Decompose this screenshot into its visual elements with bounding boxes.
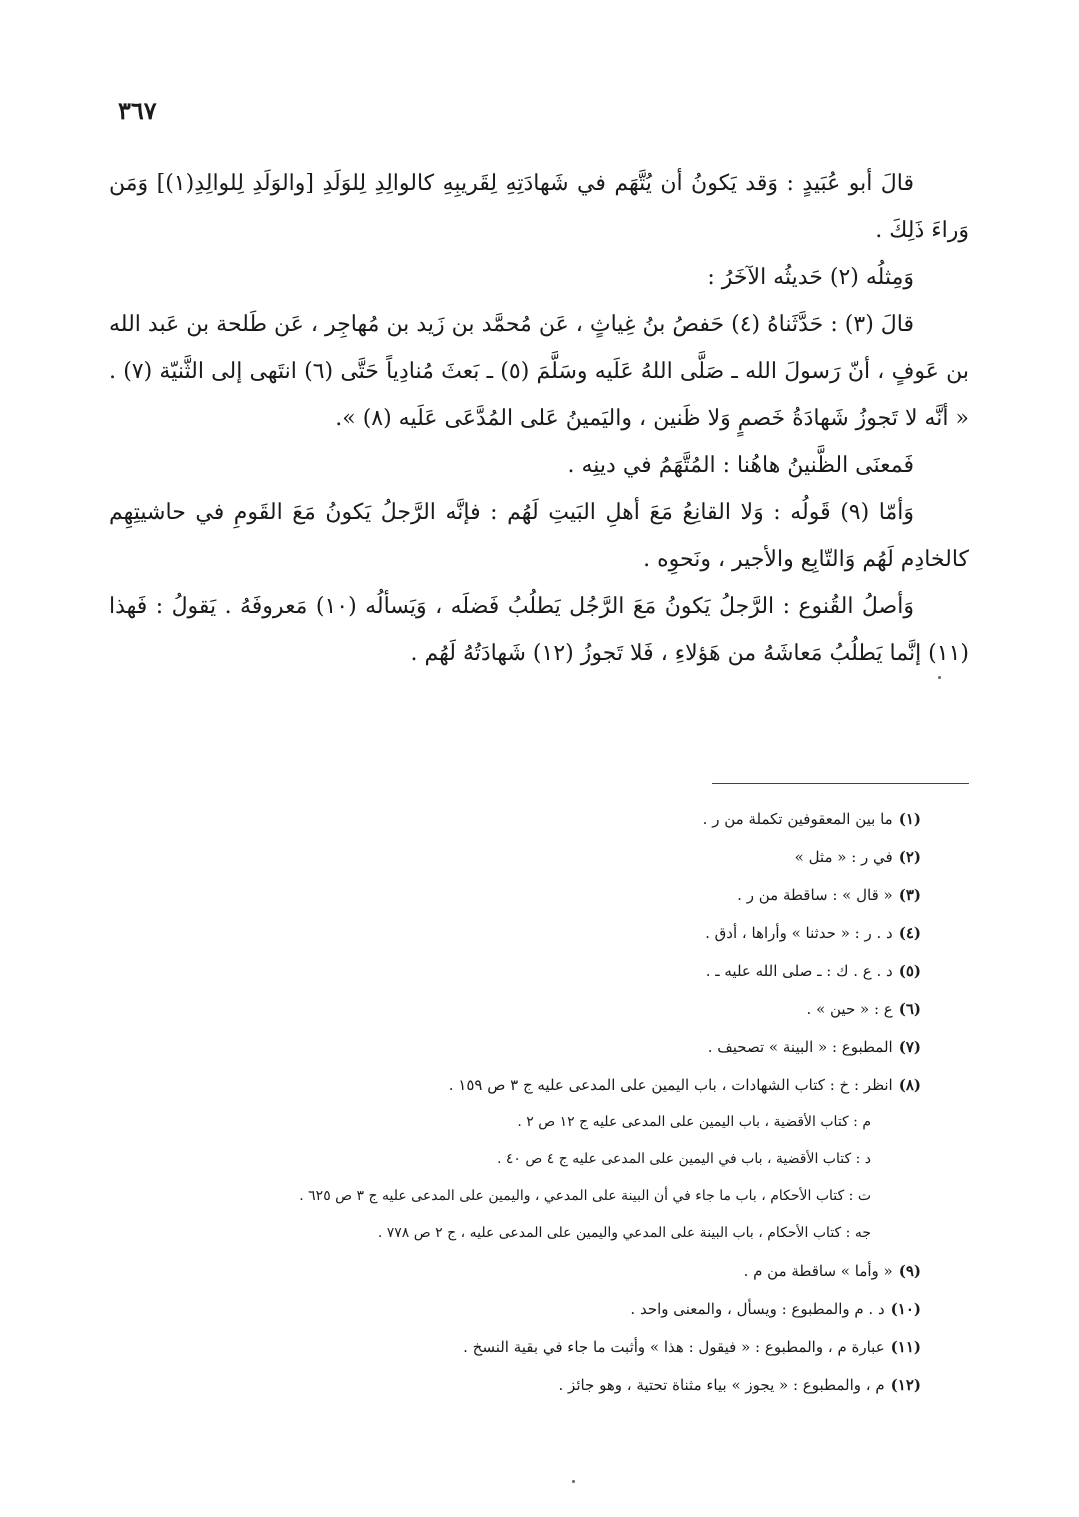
footnote-text: « قال » : ساقطة من ر . <box>737 886 893 904</box>
page-number: ٣٦٧ <box>118 96 157 125</box>
paragraph-1: قالَ أبو عُبَيدٍ : وَقد يَكونُ أن يُتَّهَم في شَهادَتِهِ لِقَريبِهِ كالوالِدِ لِلوَلَدِ [والوَلَدِ لِلوالِدِ(١)] وَمَن وَراءَ ذَلِكَ . <box>109 171 969 243</box>
paragraph-6: وَأصلُ القُنوع : الرَّجلُ يَكونُ مَعَ الرَّجُل يَطلُبُ فَضلَه ، وَيَسألُه (١٠) مَعروفَهُ . يَقولُ : فَهذا (١١) إنَّما يَطلُبُ مَعاشَهُ من هَؤلاءِ ، فَلا تَجوزُ (١٢) شَهادَتُهُ لَهُم . <box>109 594 969 666</box>
footnotes-section <box>121 800 921 1404</box>
footnote-8 <box>121 1066 921 1104</box>
footnote-text: « وأما » ساقطة من م . <box>743 1262 893 1280</box>
footnote-8-source-muslim: م : كتاب الأقضية ، باب اليمين على المدعى عليه ج ١٢ ص ٢ . <box>517 1114 871 1130</box>
footnote-12 <box>121 1366 921 1404</box>
footnote-text: عبارة م ، والمطبوع : « فيقول : هذا » وأثبت ما جاء في بقية النسخ . <box>463 1338 885 1356</box>
footnote-text: م ، والمطبوع : « يجوز » بياء مثناة تحتية ، وهو جائز . <box>558 1376 885 1394</box>
scan-speck <box>572 1480 575 1483</box>
footnote-text: د . ر : « حدثنا » وأراها ، أدق . <box>705 924 893 942</box>
footnote-number: (٨) <box>898 1076 921 1094</box>
footnote-text: ع : « حين » . <box>806 1000 893 1018</box>
footnote-7 <box>121 1028 921 1066</box>
footnote-number: (١) <box>898 810 921 828</box>
footnote-text: د . م والمطبوع : ويسأل ، والمعنى واحد . <box>630 1300 885 1318</box>
footnote-5 <box>121 952 921 990</box>
footnote-number: (٤) <box>898 924 921 942</box>
footnote-text: المطبوع : « البينة » تصحيف . <box>707 1038 893 1056</box>
footnote-8-source-ibnmajah: جه : كتاب الأحكام ، باب البينة على المدعي واليمين على المدعى عليه ، ج ٢ ص ٧٧٨ . <box>377 1225 871 1241</box>
footnote-number: (٩) <box>898 1262 921 1280</box>
footnote-number: (١١) <box>890 1338 921 1356</box>
footnote-10 <box>121 1290 921 1328</box>
footnote-8-source-tirmidhi: ت : كتاب الأحكام ، باب ما جاء في أن البينة على المدعي ، واليمين على المدعى عليه ج ٣ ص ٦٢٥ . <box>299 1188 871 1204</box>
footnote-11 <box>121 1328 921 1366</box>
main-text-body <box>109 160 969 677</box>
footnote-divider <box>712 783 969 784</box>
footnote-6 <box>121 990 921 1028</box>
paragraph-5: وَأمّا (٩) قَولُه : وَلا القانِعُ مَعَ أهلِ البَيتِ لَهُم : فإنَّه الرَّجلُ يَكونُ مَعَ القَومِ في حاشيتِهِم كالخادِم لَهُم وَالتّابِع والأجير ، ونَحوِه . <box>109 500 969 572</box>
paragraph-3: قالَ (٣) : حَدَّثَناهُ (٤) حَفصُ بنُ غِياثٍ ، عَن مُحمَّد بن زَيد بن مُهاجِر ، عَن طَلحة بن عَبد الله بن عَوفٍ ، أنّ رَسولَ الله ـ صَلَّى اللهُ عَلَيه وسَلَّمَ (٥) ـ بَعثَ مُنادِياً حَتَّى (٦) انتَهى إلى الثَّنيّة (٧) . « أنَّه لا تَجوزُ شَهادَةُ خَصمٍ وَلا ظَنين ، واليَمينُ عَلى المُدَّعَى عَلَيه (٨) ». <box>109 312 970 431</box>
footnote-number: (٣) <box>898 886 921 904</box>
footnote-number: (٧) <box>898 1038 921 1056</box>
footnote-number: (١٠) <box>890 1300 921 1318</box>
footnote-9 <box>121 1252 921 1290</box>
footnote-number: (٦) <box>898 1000 921 1018</box>
scan-speck <box>938 676 941 679</box>
footnote-number: (٥) <box>898 962 921 980</box>
footnote-number: (٢) <box>898 848 921 866</box>
footnote-2 <box>121 838 921 876</box>
footnote-8-source-abudawud: د : كتاب الأقضية ، باب في اليمين على المدعى عليه ج ٤ ص ٤٠ . <box>496 1151 871 1167</box>
footnote-1 <box>121 800 921 838</box>
paragraph-4: فَمعنَى الظَّنينُ هاهُنا : المُتَّهَمُ في دينِه . <box>567 453 914 478</box>
footnote-text: في ر : « مثل » <box>794 848 893 866</box>
footnote-text: انظر : خ : كتاب الشهادات ، باب اليمين على المدعى عليه ج ٣ ص ١٥٩ . <box>448 1076 893 1094</box>
footnote-4 <box>121 914 921 952</box>
footnote-text: د . ع . ك : ـ صلى الله عليه ـ . <box>705 962 893 980</box>
footnote-3 <box>121 876 921 914</box>
paragraph-2: وَمِثلُه (٢) حَديثُه الآخَرُ : <box>707 265 914 290</box>
footnote-number: (١٢) <box>890 1376 921 1394</box>
footnote-text: ما بين المعقوفين تكملة من ر . <box>702 810 893 828</box>
